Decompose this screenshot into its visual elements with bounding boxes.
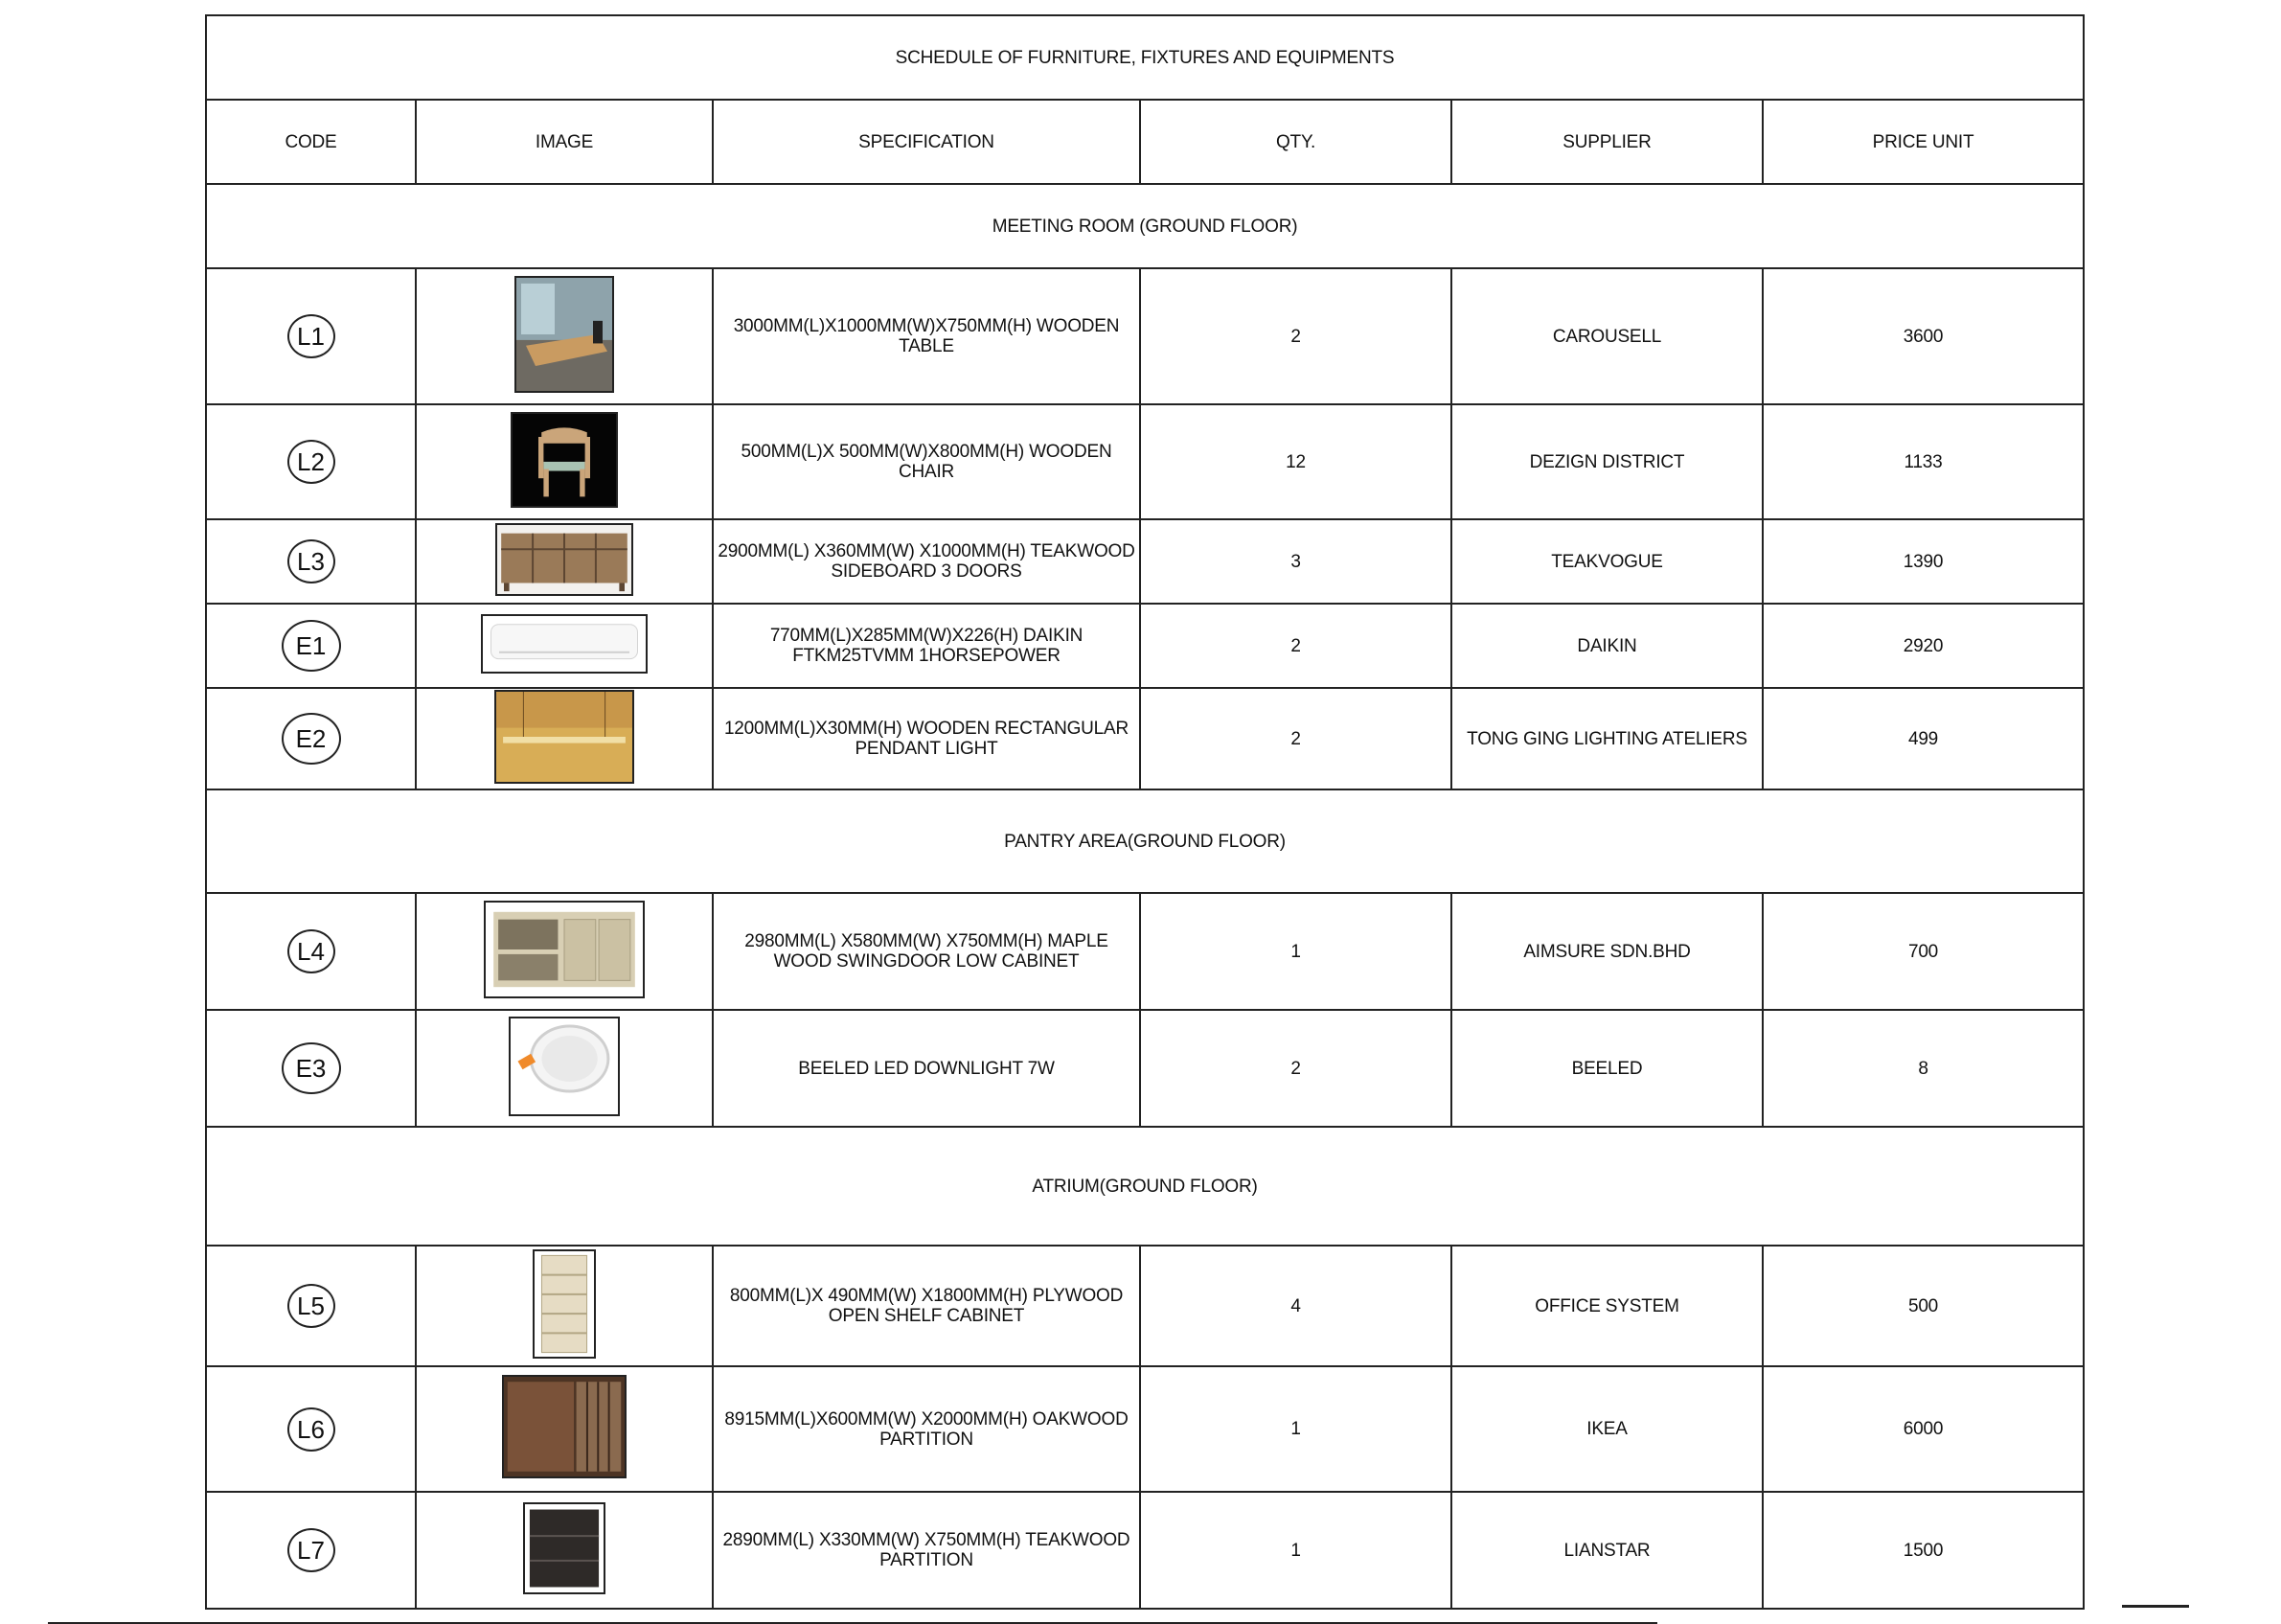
specification-cell: 770MM(L)X285MM(W)X226(H) DAIKIN FTKM25TVMM 1HORSEPOWER: [713, 604, 1140, 688]
air-conditioner-photo: [481, 614, 648, 674]
led-downlight-photo: [509, 1017, 620, 1116]
image-cell: [416, 1010, 713, 1127]
section-title: MEETING ROOM (GROUND FLOOR): [206, 184, 2084, 268]
item-code: E2: [282, 713, 341, 765]
specification-cell: 2980MM(L) X580MM(W) X750MM(H) MAPLE WOOD SWINGDOOR LOW CABINET: [713, 893, 1140, 1010]
price-cell: 3600: [1763, 268, 2084, 404]
table-row: [206, 1246, 2084, 1366]
item-code: L3: [287, 539, 335, 583]
qty-cell: 12: [1140, 404, 1451, 519]
specification-cell: 1200MM(L)X30MM(H) WOODEN RECTANGULAR PENDANT LIGHT: [713, 688, 1140, 789]
wooden-chair-photo: [511, 412, 618, 508]
specification-cell: BEELED LED DOWNLIGHT 7W: [713, 1010, 1140, 1127]
image-cell: [416, 1366, 713, 1492]
code-cell: [206, 688, 416, 789]
price-cell: 500: [1763, 1246, 2084, 1366]
table-row: [206, 604, 2084, 688]
col-header-price-unit: PRICE UNIT: [1763, 100, 2084, 184]
supplier-cell: DEZIGN DISTRICT: [1451, 404, 1763, 519]
code-cell: [206, 268, 416, 404]
table-row: [206, 688, 2084, 789]
code-cell: [206, 1366, 416, 1492]
specification-cell: 500MM(L)X 500MM(W)X800MM(H) WOODEN CHAIR: [713, 404, 1140, 519]
supplier-cell: TONG GING LIGHTING ATELIERS: [1451, 688, 1763, 789]
item-code: L7: [287, 1528, 335, 1572]
item-code: L2: [287, 440, 335, 484]
low-cabinet-photo: [484, 901, 645, 998]
col-header-code: CODE: [206, 100, 416, 184]
price-cell: 2920: [1763, 604, 2084, 688]
table-row: [206, 1492, 2084, 1609]
schedule-sheet: [205, 14, 2083, 1610]
section-title: ATRIUM(GROUND FLOOR): [206, 1127, 2084, 1246]
item-code: L4: [287, 929, 335, 973]
image-cell: [416, 688, 713, 789]
price-cell: 700: [1763, 893, 2084, 1010]
price-cell: 1500: [1763, 1492, 2084, 1609]
qty-cell: 1: [1140, 1492, 1451, 1609]
document-title: SCHEDULE OF FURNITURE, FIXTURES AND EQUIPMENTS: [206, 15, 2084, 100]
qty-cell: 2: [1140, 688, 1451, 789]
code-cell: [206, 1492, 416, 1609]
table-row: [206, 1366, 2084, 1492]
table-row: [206, 1010, 2084, 1127]
item-code: L1: [287, 314, 335, 358]
qty-cell: 1: [1140, 893, 1451, 1010]
schedule-table: [205, 14, 2085, 1610]
code-cell: [206, 604, 416, 688]
specification-cell: 2890MM(L) X330MM(W) X750MM(H) TEAKWOOD PARTITION: [713, 1492, 1140, 1609]
table-row: [206, 268, 2084, 404]
section-row: [206, 184, 2084, 268]
item-code: E1: [282, 620, 341, 672]
price-cell: 6000: [1763, 1366, 2084, 1492]
supplier-cell: DAIKIN: [1451, 604, 1763, 688]
price-cell: 1390: [1763, 519, 2084, 604]
image-cell: [416, 604, 713, 688]
code-cell: [206, 519, 416, 604]
supplier-cell: LIANSTAR: [1451, 1492, 1763, 1609]
open-shelf-photo: [533, 1249, 596, 1359]
section-title: PANTRY AREA(GROUND FLOOR): [206, 789, 2084, 893]
specification-cell: 8915MM(L)X600MM(W) X2000MM(H) OAKWOOD PARTITION: [713, 1366, 1140, 1492]
table-row: [206, 404, 2084, 519]
price-cell: 499: [1763, 688, 2084, 789]
image-cell: [416, 404, 713, 519]
table-row: [206, 519, 2084, 604]
qty-cell: 2: [1140, 1010, 1451, 1127]
item-code: L6: [287, 1407, 335, 1452]
code-cell: [206, 1246, 416, 1366]
section-row: [206, 1127, 2084, 1246]
col-header-specification: SPECIFICATION: [713, 100, 1140, 184]
wooden-table-photo: [514, 276, 614, 393]
image-cell: [416, 893, 713, 1010]
item-code: L5: [287, 1284, 335, 1328]
code-cell: [206, 404, 416, 519]
qty-cell: 2: [1140, 604, 1451, 688]
supplier-cell: BEELED: [1451, 1010, 1763, 1127]
teakwood-partition-photo: [523, 1502, 605, 1594]
image-cell: [416, 268, 713, 404]
pendant-light-photo: [494, 690, 634, 784]
price-cell: 8: [1763, 1010, 2084, 1127]
section-row: [206, 789, 2084, 893]
supplier-cell: TEAKVOGUE: [1451, 519, 1763, 604]
image-cell: [416, 1492, 713, 1609]
header-row: [206, 100, 2084, 184]
qty-cell: 4: [1140, 1246, 1451, 1366]
specification-cell: 800MM(L)X 490MM(W) X1800MM(H) PLYWOOD OPEN SHELF CABINET: [713, 1246, 1140, 1366]
image-cell: [416, 1246, 713, 1366]
supplier-cell: AIMSURE SDN.BHD: [1451, 893, 1763, 1010]
qty-cell: 1: [1140, 1366, 1451, 1492]
teakwood-sideboard-photo: [495, 523, 633, 596]
code-cell: [206, 1010, 416, 1127]
qty-cell: 2: [1140, 268, 1451, 404]
specification-cell: 3000MM(L)X1000MM(W)X750MM(H) WOODEN TABLE: [713, 268, 1140, 404]
code-cell: [206, 893, 416, 1010]
item-code: E3: [282, 1042, 341, 1094]
title-row: [206, 15, 2084, 100]
oakwood-partition-photo: [502, 1375, 627, 1478]
price-cell: 1133: [1763, 404, 2084, 519]
qty-cell: 3: [1140, 519, 1451, 604]
supplier-cell: OFFICE SYSTEM: [1451, 1246, 1763, 1366]
supplier-cell: CAROUSELL: [1451, 268, 1763, 404]
col-header-image: IMAGE: [416, 100, 713, 184]
corner-mark: [2122, 1605, 2189, 1608]
supplier-cell: IKEA: [1451, 1366, 1763, 1492]
table-row: [206, 893, 2084, 1010]
col-header-qty: QTY.: [1140, 100, 1451, 184]
image-cell: [416, 519, 713, 604]
specification-cell: 2900MM(L) X360MM(W) X1000MM(H) TEAKWOOD SIDEBOARD 3 DOORS: [713, 519, 1140, 604]
col-header-supplier: SUPPLIER: [1451, 100, 1763, 184]
